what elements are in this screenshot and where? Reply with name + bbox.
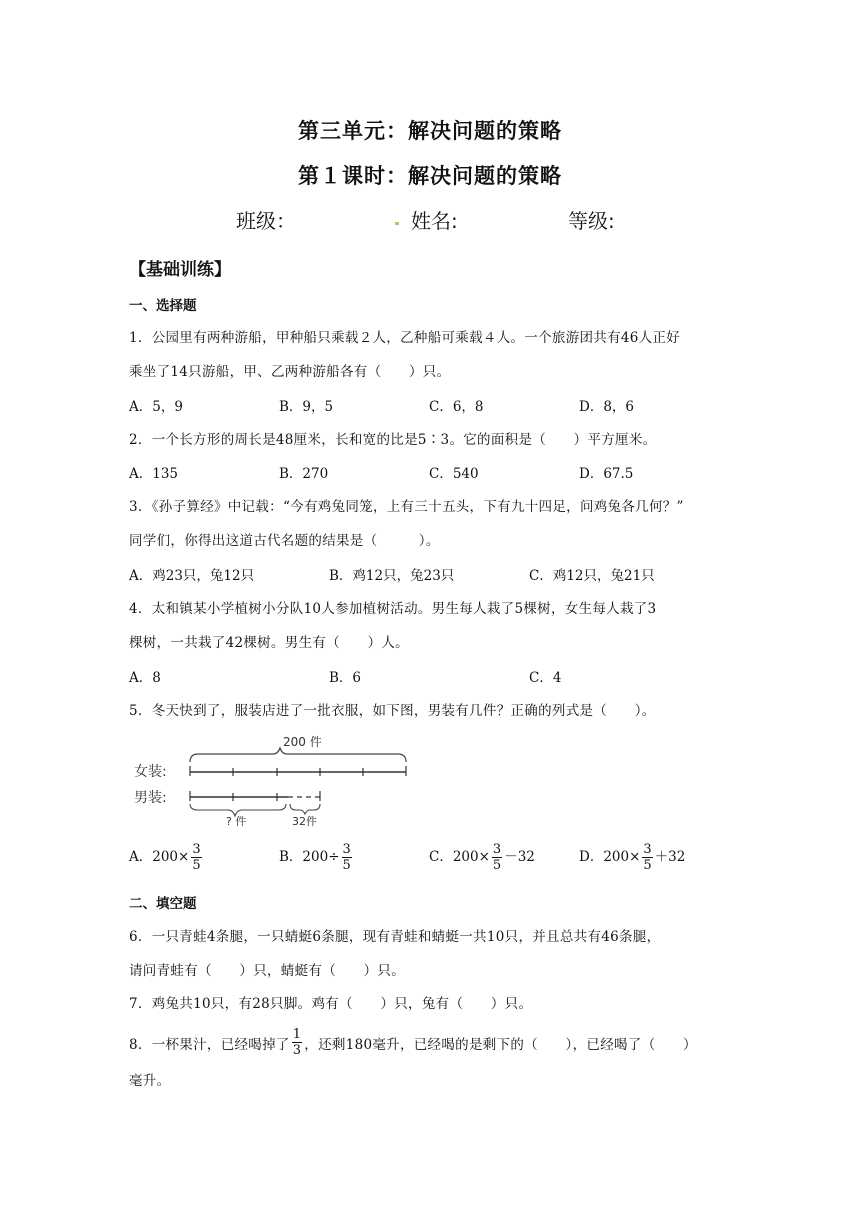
part2-heading: 二、填空题	[129, 896, 197, 912]
fraction-denominator: 3	[292, 1043, 302, 1058]
q5-option-d-prefix: D．200×	[579, 849, 641, 865]
q8-line1	[129, 1027, 697, 1058]
diagram-unknown-label: ? 件	[226, 815, 247, 828]
q5-option-d-suffix: ＋32	[654, 849, 686, 865]
q1-option-b: B．9，5	[279, 399, 334, 415]
diagram-total-label: 200 件	[283, 735, 322, 749]
fraction-denominator: 5	[342, 858, 351, 873]
q2-option-d: D．67.5	[579, 466, 634, 482]
q5-option-b	[279, 842, 354, 873]
q5-option-c	[429, 842, 535, 873]
q1-line2: 乘坐了14只游船，甲、乙两种游船各有（ ）只。	[129, 364, 451, 380]
q4-option-c: C．4	[529, 670, 562, 686]
total-brace	[190, 748, 406, 762]
q8-line2: 毫升。	[129, 1073, 171, 1089]
grade-label: 等级:	[568, 209, 615, 233]
q2-line1: 2．一个长方形的周长是48厘米，长和宽的比是5∶3。它的面积是（ ）平方厘米。	[129, 432, 657, 448]
q2-option-a: A．135	[129, 466, 179, 482]
q1-option-c: C．6，8	[429, 399, 484, 415]
q5-option-a-prefix: A．200×	[129, 849, 190, 865]
q5-line1: 5．冬天快到了，服装店进了一批衣服，如下图，男装有几件？正确的列式是（ ）。	[129, 703, 656, 719]
fraction-numerator: 1	[292, 1027, 302, 1042]
q5-option-b-prefix: B．200÷	[279, 849, 340, 865]
fraction-denominator: 5	[492, 858, 502, 873]
q1-line1: 1．公园里有两种游船，甲种船只乘载２人，乙种船可乘载４人。一个旅游团共有46人正好	[129, 330, 681, 346]
fraction-denominator: 5	[192, 858, 201, 873]
q4-line1: 4．太和镇某小学植树小分队10人参加植树活动。男生每人栽了5棵树，女生每人栽了3	[129, 601, 657, 617]
clothing-bar-diagram	[128, 732, 418, 828]
q3-line2: 同学们，你得出这道古代名题的结果是（ ）。	[129, 533, 440, 549]
q6-line1: 6．一只青蛙4条腿，一只蜻蜓6条腿，现有青蛙和蜻蜓一共10只，并且总共有46条腿，	[129, 929, 661, 945]
q2-option-b: B．270	[279, 466, 329, 482]
diagram-men-label: 男装:	[134, 790, 167, 806]
q3-option-a: A．鸡23只，兔12只	[129, 568, 255, 584]
q5-option-d	[579, 842, 685, 873]
q8-suffix: ，还剩180毫升，已经喝的是剩下的（ ），已经喝了（ ）	[304, 1036, 697, 1053]
q1-option-d: D．8，6	[579, 399, 635, 415]
unit-title: 第三单元：解决问题的策略	[298, 119, 562, 143]
q5-option-c-suffix: －32	[504, 849, 535, 865]
diff-brace	[290, 804, 320, 814]
diagram-diff-label: 32件	[292, 815, 317, 828]
q2-option-c: C．540	[429, 466, 479, 482]
fraction-numerator: 3	[342, 842, 351, 857]
q1-option-a: A．5，9	[129, 399, 183, 415]
q3-option-b: B．鸡12只，兔23只	[329, 568, 455, 584]
basic-training-heading: 【基础训练】	[129, 260, 231, 280]
q4-option-b: B．6	[329, 670, 362, 686]
q5-option-a-fraction	[191, 842, 201, 873]
part1-heading: 一、选择题	[129, 298, 197, 314]
q5-option-b-fraction	[342, 842, 352, 873]
fraction-denominator: 5	[643, 858, 652, 873]
q3-line1: 3．《孙子算经》中记载：“今有鸡兔同笼，上有三十五头，下有九十四足，问鸡兔各几何？”	[129, 499, 684, 515]
fraction-numerator: 3	[192, 842, 201, 857]
diagram-women-label: 女装:	[134, 764, 167, 780]
q5-option-c-fraction	[492, 842, 502, 873]
q8-prefix: 8．一杯果汁，已经喝掉了	[129, 1036, 290, 1053]
q7-line1: 7．鸡兔共10只，有28只脚。鸡有（ ）只，兔有（ ）只。	[129, 996, 533, 1012]
q3-option-c: C．鸡12只，兔21只	[529, 568, 655, 584]
lesson-title: 第１课时：解决问题的策略	[298, 164, 562, 188]
name-underline-mark	[395, 222, 399, 225]
name-label: 姓名:	[411, 209, 458, 233]
q4-option-a: A．8	[129, 670, 161, 686]
q6-line2: 请问青蛙有（ ）只，蜻蜓有（ ）只。	[129, 963, 405, 979]
q5-option-d-fraction	[642, 842, 652, 873]
q5-option-c-prefix: C．200×	[429, 849, 490, 865]
class-label: 班级：	[236, 209, 296, 233]
q8-fraction	[292, 1027, 303, 1058]
fraction-numerator: 3	[643, 842, 652, 857]
fraction-numerator: 3	[492, 842, 502, 857]
q4-line2: 棵树，一共栽了42棵树。男生有（ ）人。	[129, 635, 409, 651]
q5-option-a	[129, 842, 204, 873]
